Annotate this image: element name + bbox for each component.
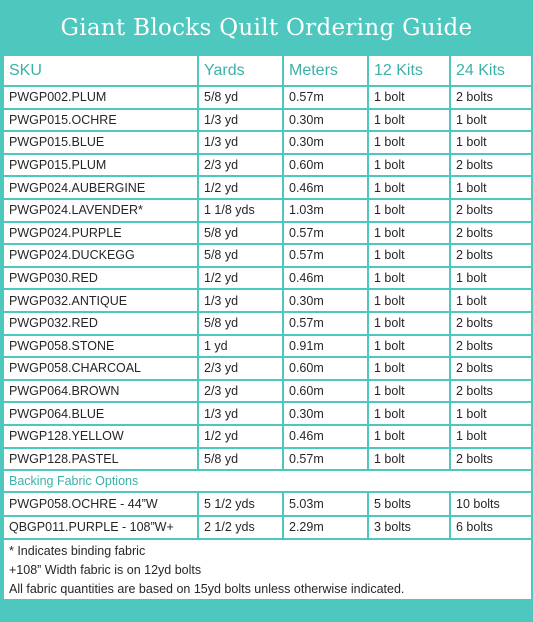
sku-cell: PWGP024.PURPLE bbox=[3, 222, 198, 245]
table-row bbox=[3, 244, 532, 267]
kits-24-cell: 1 bolt bbox=[450, 131, 532, 154]
table-row bbox=[3, 109, 532, 132]
yards-cell: 2/3 yd bbox=[198, 154, 283, 177]
meters-cell: 1.03m bbox=[283, 199, 368, 222]
kits-24-cell: 2 bolts bbox=[450, 222, 532, 245]
table-row bbox=[3, 289, 532, 312]
kits-24-cell: 6 bolts bbox=[450, 516, 532, 540]
yards-cell: 5/8 yd bbox=[198, 312, 283, 335]
kits-12-cell: 3 bolts bbox=[368, 516, 450, 540]
kits-12-cell: 1 bolt bbox=[368, 199, 450, 222]
meters-cell: 0.60m bbox=[283, 357, 368, 380]
table-row bbox=[3, 448, 532, 471]
yards-cell: 2/3 yd bbox=[198, 357, 283, 380]
sku-cell: PWGP128.PASTEL bbox=[3, 448, 198, 471]
note-binding: * Indicates binding fabric bbox=[9, 544, 146, 559]
table-row bbox=[3, 425, 532, 448]
meters-cell: 0.60m bbox=[283, 154, 368, 177]
ordering-table bbox=[2, 54, 533, 601]
sku-cell: PWGP024.LAVENDER* bbox=[3, 199, 198, 222]
kits-24-cell: 2 bolts bbox=[450, 380, 532, 403]
table-row bbox=[3, 222, 532, 245]
kits-24-cell: 1 bolt bbox=[450, 109, 532, 132]
table-row bbox=[3, 176, 532, 199]
sku-cell: PWGP032.RED bbox=[3, 312, 198, 335]
sku-cell: PWGP064.BLUE bbox=[3, 402, 198, 425]
sku-cell: PWGP128.YELLOW bbox=[3, 425, 198, 448]
kits-24-cell: 2 bolts bbox=[450, 86, 532, 109]
kits-24-cell: 2 bolts bbox=[450, 448, 532, 471]
yards-cell: 1 1/8 yds bbox=[198, 199, 283, 222]
yards-cell: 1/2 yd bbox=[198, 176, 283, 199]
meters-cell: 0.30m bbox=[283, 402, 368, 425]
kits-24-cell: 2 bolts bbox=[450, 244, 532, 267]
column-header-meters: Meters bbox=[283, 55, 368, 86]
kits-24-cell: 1 bolt bbox=[450, 176, 532, 199]
bottom-bar bbox=[0, 600, 533, 622]
meters-cell: 0.46m bbox=[283, 267, 368, 290]
kits-24-cell: 1 bolt bbox=[450, 425, 532, 448]
kits-12-cell: 1 bolt bbox=[368, 448, 450, 471]
kits-12-cell: 1 bolt bbox=[368, 154, 450, 177]
backing-rows bbox=[3, 492, 532, 539]
page-title: Giant Blocks Quilt Ordering Guide bbox=[60, 15, 473, 41]
table-row bbox=[3, 312, 532, 335]
yards-cell: 1/3 yd bbox=[198, 402, 283, 425]
kits-12-cell: 1 bolt bbox=[368, 289, 450, 312]
kits-24-cell: 2 bolts bbox=[450, 199, 532, 222]
table-row bbox=[3, 131, 532, 154]
kits-12-cell: 1 bolt bbox=[368, 176, 450, 199]
kits-24-cell: 1 bolt bbox=[450, 402, 532, 425]
sku-cell: QBGP011.PURPLE - 108”W+ bbox=[3, 516, 198, 540]
kits-12-cell: 1 bolt bbox=[368, 109, 450, 132]
sku-cell: PWGP058.CHARCOAL bbox=[3, 357, 198, 380]
section-row bbox=[3, 470, 532, 492]
header-row bbox=[3, 55, 532, 86]
sku-cell: PWGP058.OCHRE - 44”W bbox=[3, 492, 198, 516]
table-row bbox=[3, 267, 532, 290]
sku-cell: PWGP015.PLUM bbox=[3, 154, 198, 177]
sku-cell: PWGP024.DUCKEGG bbox=[3, 244, 198, 267]
kits-24-cell: 2 bolts bbox=[450, 312, 532, 335]
meters-cell: 0.46m bbox=[283, 176, 368, 199]
meters-cell: 0.91m bbox=[283, 335, 368, 358]
kits-12-cell: 1 bolt bbox=[368, 425, 450, 448]
note-width: +108” Width fabric is on 12yd bolts bbox=[9, 563, 202, 578]
kits-12-cell: 1 bolt bbox=[368, 357, 450, 380]
meters-cell: 2.29m bbox=[283, 516, 368, 540]
kits-12-cell: 1 bolt bbox=[368, 312, 450, 335]
kits-12-cell: 1 bolt bbox=[368, 402, 450, 425]
yards-cell: 5/8 yd bbox=[198, 448, 283, 471]
column-header-yards: Yards bbox=[198, 55, 283, 86]
meters-cell: 5.03m bbox=[283, 492, 368, 516]
note-quantities: All fabric quantities are based on 15yd bolts unless otherwise indicated. bbox=[9, 582, 405, 597]
table-row bbox=[3, 516, 532, 540]
sku-cell: PWGP015.BLUE bbox=[3, 131, 198, 154]
kits-12-cell: 1 bolt bbox=[368, 86, 450, 109]
sku-cell: PWGP002.PLUM bbox=[3, 86, 198, 109]
yards-cell: 2 1/2 yds bbox=[198, 516, 283, 540]
meters-cell: 0.30m bbox=[283, 109, 368, 132]
table-row bbox=[3, 199, 532, 222]
meters-cell: 0.30m bbox=[283, 289, 368, 312]
column-header-12-kits: 12 Kits bbox=[368, 55, 450, 86]
table-row bbox=[3, 86, 532, 109]
yards-cell: 1/3 yd bbox=[198, 289, 283, 312]
sku-cell: PWGP030.RED bbox=[3, 267, 198, 290]
yards-cell: 1/2 yd bbox=[198, 267, 283, 290]
yards-cell: 5/8 yd bbox=[198, 222, 283, 245]
kits-12-cell: 1 bolt bbox=[368, 380, 450, 403]
sku-cell: PWGP064.BROWN bbox=[3, 380, 198, 403]
table-row bbox=[3, 380, 532, 403]
table-row bbox=[3, 335, 532, 358]
meters-cell: 0.57m bbox=[283, 312, 368, 335]
yards-cell: 1/3 yd bbox=[198, 131, 283, 154]
meters-cell: 0.57m bbox=[283, 244, 368, 267]
kits-12-cell: 5 bolts bbox=[368, 492, 450, 516]
column-header-sku: SKU bbox=[3, 55, 198, 86]
kits-12-cell: 1 bolt bbox=[368, 335, 450, 358]
kits-24-cell: 10 bolts bbox=[450, 492, 532, 516]
yards-cell: 5/8 yd bbox=[198, 244, 283, 267]
notes bbox=[3, 539, 532, 600]
column-header-24-kits: 24 Kits bbox=[450, 55, 532, 86]
notes-row bbox=[3, 539, 532, 600]
kits-12-cell: 1 bolt bbox=[368, 244, 450, 267]
meters-cell: 0.30m bbox=[283, 131, 368, 154]
kits-24-cell: 2 bolts bbox=[450, 357, 532, 380]
kits-24-cell: 1 bolt bbox=[450, 289, 532, 312]
kits-24-cell: 2 bolts bbox=[450, 335, 532, 358]
kits-24-cell: 1 bolt bbox=[450, 267, 532, 290]
fabric-rows bbox=[3, 86, 532, 470]
kits-12-cell: 1 bolt bbox=[368, 267, 450, 290]
kits-12-cell: 1 bolt bbox=[368, 222, 450, 245]
yards-cell: 5 1/2 yds bbox=[198, 492, 283, 516]
meters-cell: 0.46m bbox=[283, 425, 368, 448]
kits-24-cell: 2 bolts bbox=[450, 154, 532, 177]
meters-cell: 0.57m bbox=[283, 222, 368, 245]
sku-cell: PWGP015.OCHRE bbox=[3, 109, 198, 132]
backing-section-label: Backing Fabric Options bbox=[3, 470, 532, 492]
table-row bbox=[3, 154, 532, 177]
sku-cell: PWGP024.AUBERGINE bbox=[3, 176, 198, 199]
meters-cell: 0.60m bbox=[283, 380, 368, 403]
yards-cell: 2/3 yd bbox=[198, 380, 283, 403]
kits-12-cell: 1 bolt bbox=[368, 131, 450, 154]
table-row bbox=[3, 492, 532, 516]
sku-cell: PWGP032.ANTIQUE bbox=[3, 289, 198, 312]
yards-cell: 1/2 yd bbox=[198, 425, 283, 448]
yards-cell: 5/8 yd bbox=[198, 86, 283, 109]
meters-cell: 0.57m bbox=[283, 448, 368, 471]
table-row bbox=[3, 357, 532, 380]
meters-cell: 0.57m bbox=[283, 86, 368, 109]
yards-cell: 1 yd bbox=[198, 335, 283, 358]
table-row bbox=[3, 402, 532, 425]
sku-cell: PWGP058.STONE bbox=[3, 335, 198, 358]
yards-cell: 1/3 yd bbox=[198, 109, 283, 132]
